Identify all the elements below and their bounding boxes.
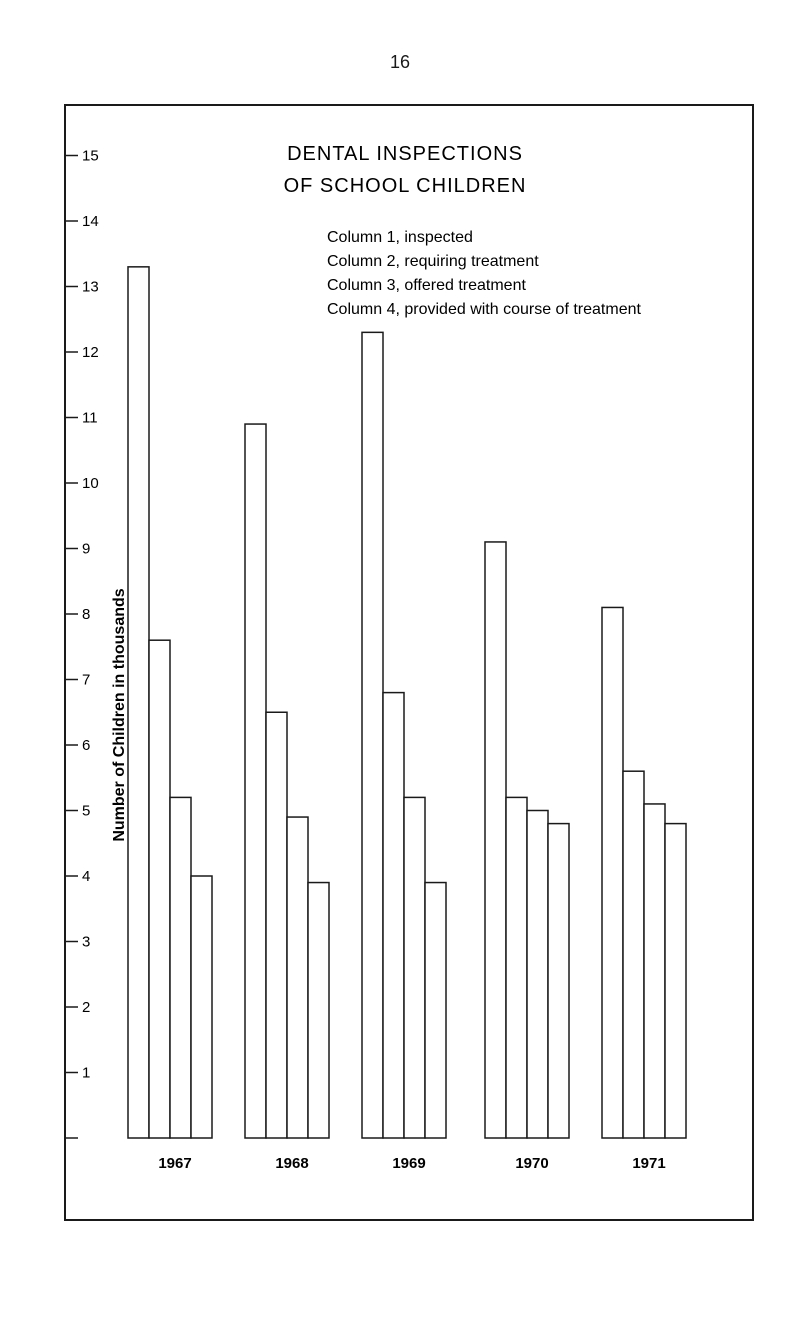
y-tick-label: 7 [82,671,91,689]
bar [128,267,149,1138]
bar [623,771,644,1138]
x-axis-labels [158,1155,665,1172]
bar [527,811,548,1139]
bar [425,883,446,1138]
y-axis-label: Number of Children in thousands [111,588,128,842]
y-tick-label: 5 [82,802,91,820]
y-tick-label: 11 [82,409,98,427]
x-tick-label: 1967 [158,1155,192,1172]
y-tick-label: 6 [82,737,91,754]
bar [308,883,329,1138]
bar [485,542,506,1138]
bars [128,267,686,1138]
y-tick-label: 3 [82,933,91,951]
bar [404,797,425,1138]
bar [266,712,287,1138]
page-number: 16 [389,52,411,72]
legend-entry: Column 4, provided with course of treatment [327,301,641,318]
legend-entry: Column 1, inspected [327,229,473,246]
bar [644,804,665,1138]
bar [383,693,404,1138]
y-tick-label: 14 [82,213,99,230]
bar [362,332,383,1138]
y-tick-label: 1 [82,1064,91,1082]
y-tick-label: 4 [82,868,91,885]
y-tick-label: 10 [82,475,99,492]
x-tick-label: 1970 [515,1155,549,1172]
y-tick-label: 2 [82,999,91,1016]
bar [191,876,212,1138]
bar [149,640,170,1138]
x-tick-label: 1968 [275,1155,309,1172]
bar [287,817,308,1138]
chart-subtitle: OF SCHOOL CHILDREN [283,175,527,197]
y-tick-label: 13 [82,278,99,296]
legend-entry: Column 2, requiring treatment [327,253,539,270]
x-tick-label: 1971 [632,1155,666,1172]
y-tick-label: 9 [82,540,91,558]
y-tick-label: 15 [82,147,99,165]
x-tick-label: 1969 [392,1155,426,1172]
bar [602,607,623,1138]
legend [327,229,641,318]
y-axis-ticks [65,148,99,1139]
y-tick-label: 8 [82,606,91,623]
legend-entry: Column 3, offered treatment [327,277,526,294]
bar [665,824,686,1138]
bar [548,824,569,1138]
y-tick-label: 12 [82,344,99,361]
chart-title: DENTAL INSPECTIONS [287,143,523,165]
bar [506,797,527,1138]
bar [245,424,266,1138]
bar [170,797,191,1138]
